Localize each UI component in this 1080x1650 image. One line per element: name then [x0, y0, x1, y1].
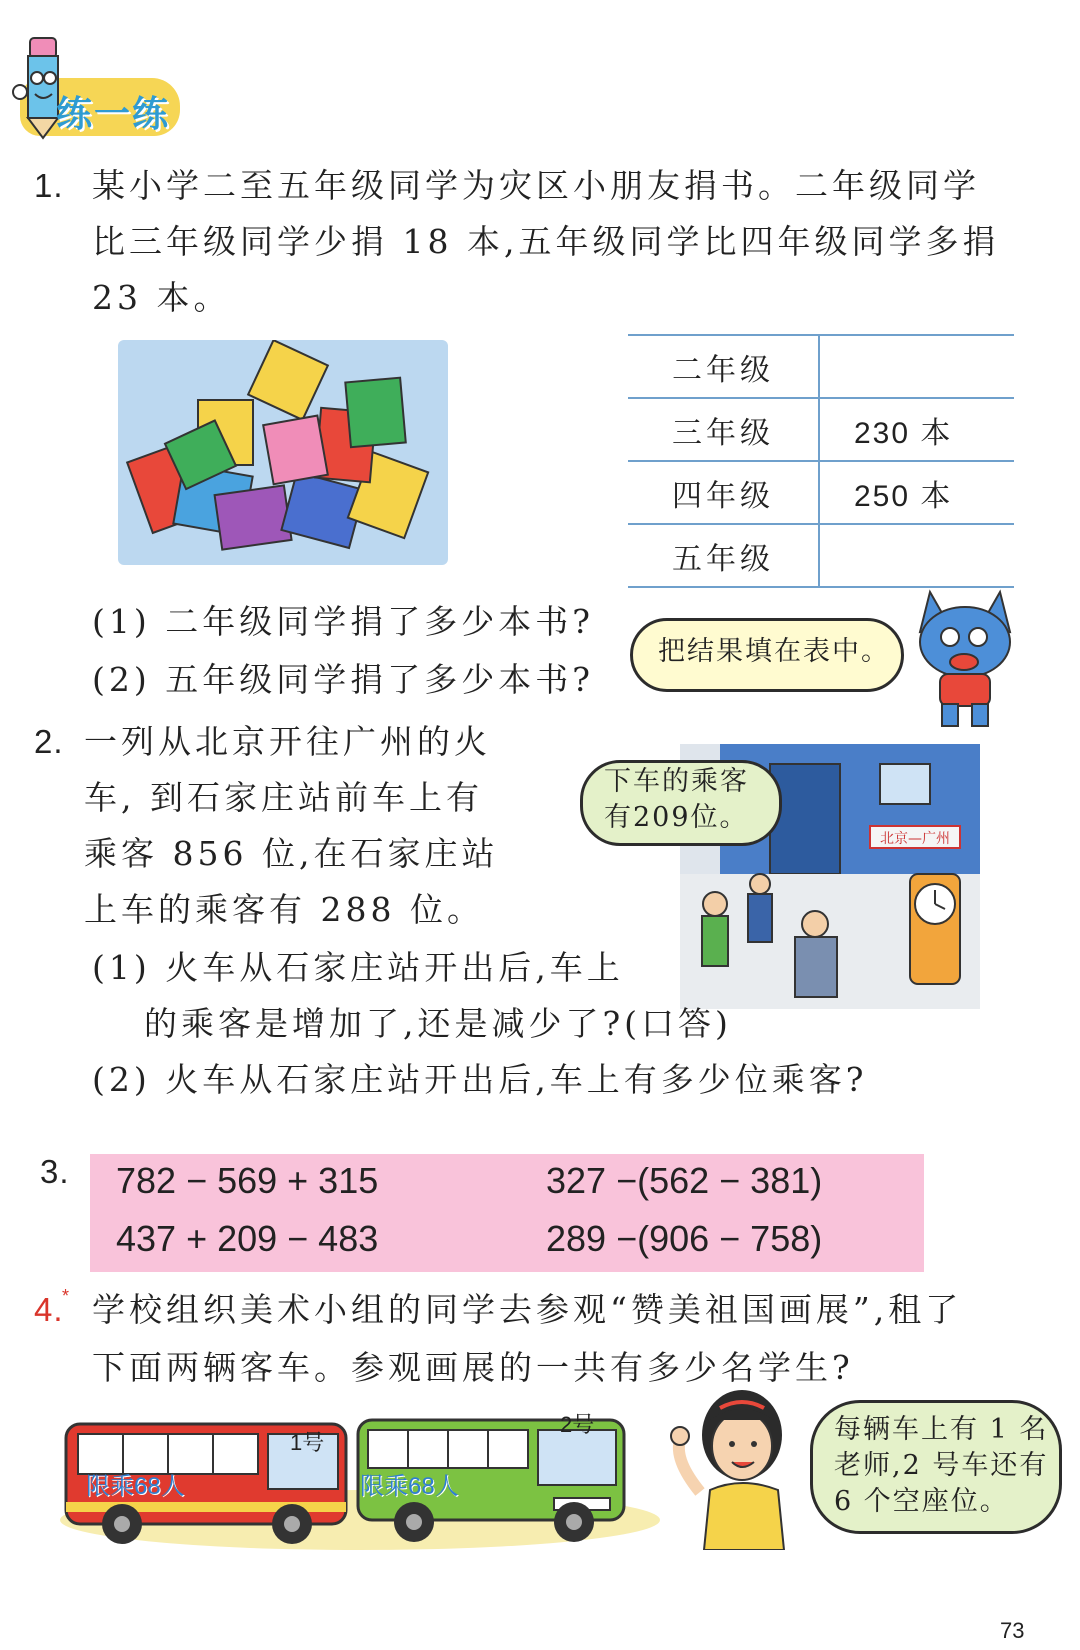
speech-text: 把结果填在表中。: [658, 636, 890, 667]
page-number: 73: [1000, 1618, 1025, 1643]
section-title: 练一练: [56, 94, 171, 135]
ex2-line-3: 乘客 856 位,在石家庄站: [84, 834, 499, 873]
ex1-number: 1.: [34, 167, 64, 204]
value-cell: 230 本: [819, 398, 1014, 461]
table-row: [628, 461, 1014, 524]
bus-2-number: 2号: [560, 1412, 595, 1437]
destination-sign: 北京—广州: [880, 831, 950, 847]
speech-text: 有209位。: [604, 802, 749, 833]
value-cell: 250 本: [819, 461, 1014, 524]
expression: 289 −(906 − 758): [546, 1218, 823, 1259]
bus-1-capacity: 限乘68人: [86, 1473, 185, 1500]
ex1-line-1: 某小学二至五年级同学为灾区小朋友捐书。二年级同学: [92, 166, 980, 205]
ex1-question-1: (1) 二年级同学捐了多少本书?: [92, 602, 594, 641]
ex3-number: 3.: [40, 1153, 70, 1190]
ex1-line-2: 比三年级同学少捐 18 本,五年级同学比四年级同学多捐: [92, 222, 1000, 261]
ex1-question-2: (2) 五年级同学捐了多少本书?: [92, 660, 594, 699]
value-cell[interactable]: [819, 524, 1014, 587]
grade-cell: 四年级: [628, 461, 819, 524]
ex1-line-3: 23 本。: [92, 278, 231, 317]
speech-text: 老师,2 号车还有: [834, 1450, 1049, 1481]
expression: 327 −(562 − 381): [546, 1160, 823, 1201]
value-cell[interactable]: [819, 335, 1014, 398]
ex2-line-2: 车, 到石家庄站前车上有: [84, 778, 483, 817]
speech-text: 每辆车上有 1 名: [834, 1414, 1049, 1445]
table-row: [628, 398, 1014, 461]
grade-cell: 五年级: [628, 524, 819, 587]
ex4-number: 4.: [34, 1291, 64, 1328]
table-row: [628, 524, 1014, 587]
ex2-question-1-line-2: 的乘客是增加了,还是减少了?(口答): [144, 1004, 732, 1043]
ex4-line-2: 下面两辆客车。参观画展的一共有多少名学生?: [92, 1348, 854, 1387]
ex2-line-1: 一列从北京开往广州的火: [84, 722, 491, 761]
bus-1-number: 1号: [290, 1430, 325, 1455]
donation-table: [628, 334, 1014, 588]
ex4-line-1: 学校组织美术小组的同学去参观“赞美祖国画展”,租了: [92, 1290, 963, 1329]
grade-cell: 三年级: [628, 398, 819, 461]
grade-cell: 二年级: [628, 335, 819, 398]
girl-illustration: [660, 1380, 800, 1550]
ex2-question-2: (2) 火车从石家庄站开出后,车上有多少位乘客?: [92, 1060, 868, 1099]
ex2-number: 2.: [34, 723, 64, 760]
expression: 437 + 209 − 483: [116, 1218, 379, 1259]
bus-2-capacity: 限乘68人: [360, 1473, 459, 1500]
optional-star: *: [62, 1286, 70, 1306]
speech-text: 6 个空座位。: [834, 1486, 1009, 1517]
table-row: [628, 335, 1014, 398]
expression: 782 − 569 + 315: [116, 1160, 379, 1201]
speech-text: 下车的乘客: [604, 766, 749, 797]
books-illustration: [118, 340, 448, 565]
cat-mascot-icon: [900, 582, 1040, 732]
ex2-line-4: 上车的乘客有 288 位。: [84, 890, 484, 929]
ex2-question-1-line-1: (1) 火车从石家庄站开出后,车上: [92, 948, 624, 987]
